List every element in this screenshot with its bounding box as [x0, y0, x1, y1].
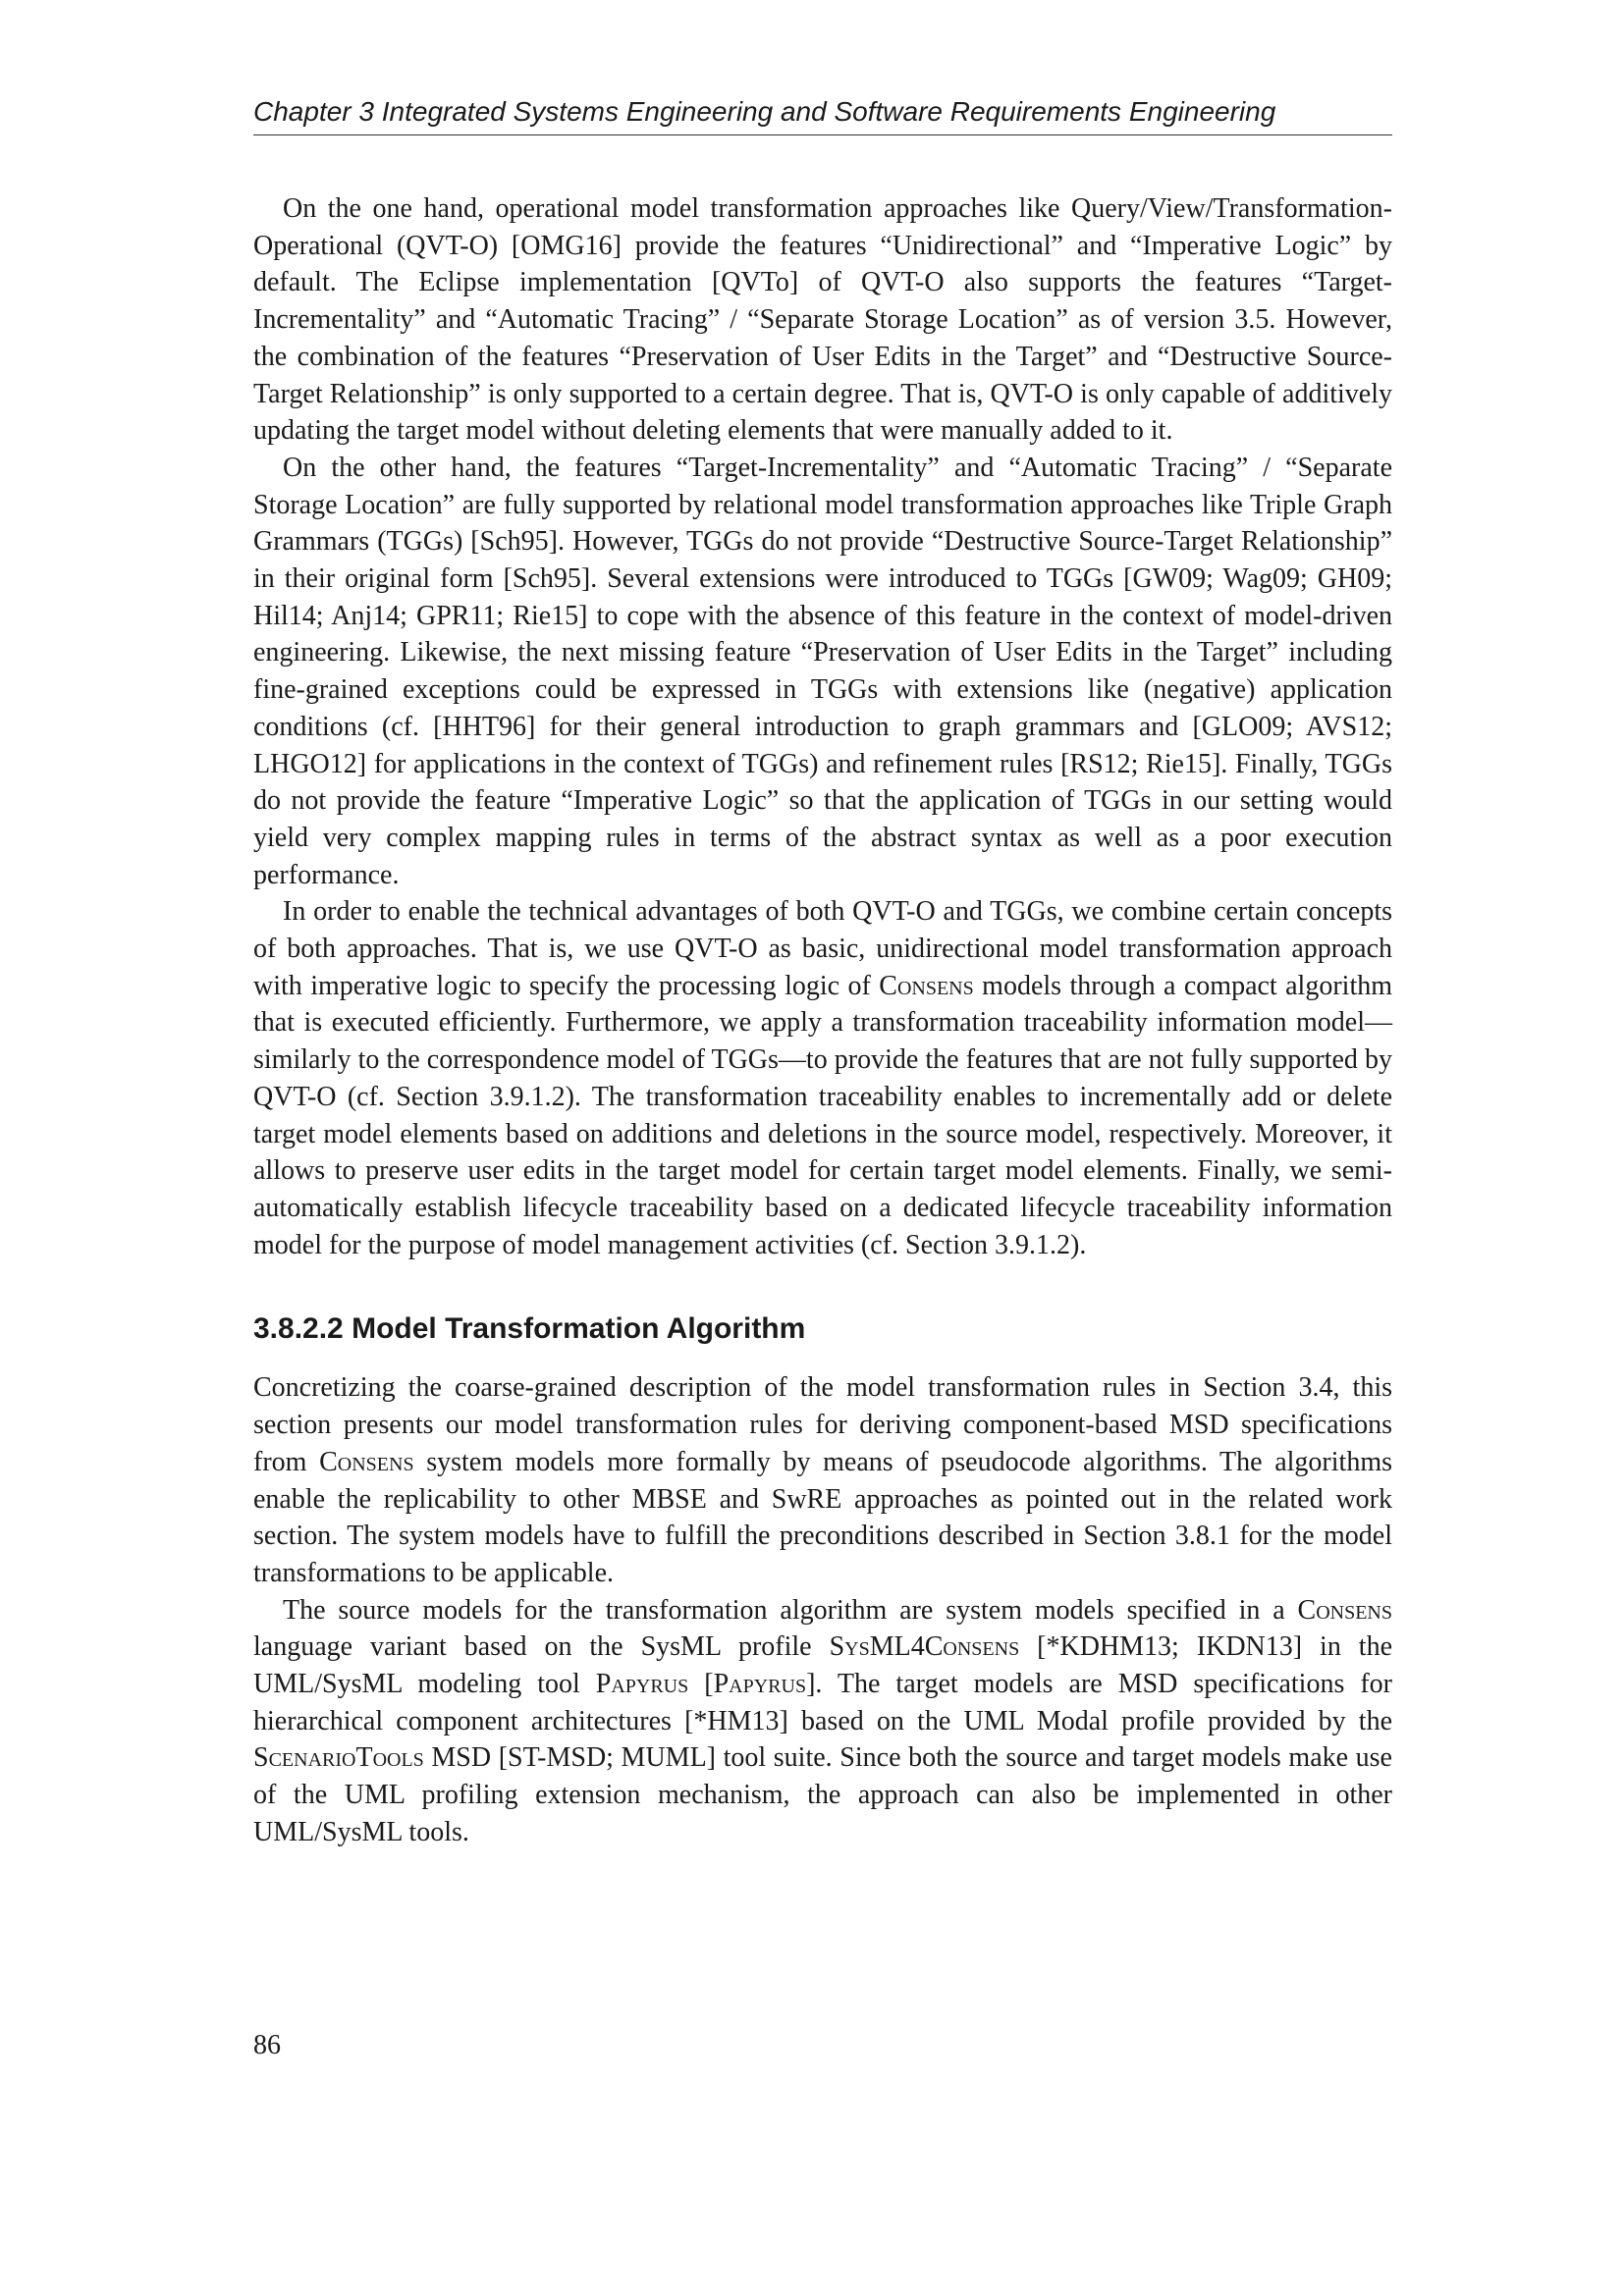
consens-name: Consens	[879, 970, 974, 1001]
text-run: In order to enable the technical advantages of both QVT-O and TGGs, we combine certain concepts of both approaches. That is, we use QVT-O as basic, unidirectional model transformation approach with imperative logic to specify the processing logic of	[253, 896, 1392, 1001]
text-run: Concretizing the coarse-grained description of the model transformation rules in Section 3.4, this section presents our model transformation rules for deriving component-based MSD specifications from	[253, 1372, 1392, 1477]
paragraph-source-target-models	[253, 1592, 1392, 1851]
paragraph-algorithm-intro	[253, 1369, 1392, 1591]
paragraph-combination	[253, 893, 1392, 1263]
papyrus-citation: Papyrus	[713, 1669, 807, 1700]
text-run: The source models for the transformation algorithm are system models specified in a	[283, 1594, 1298, 1626]
text-run: models through a compact algorithm that is executed efficiently. Furthermore, we apply a transformation traceability information model—similarly to the correspondence model of TGGs—to provide the features that are not fully supported by QVT-O (cf. Section 3.9.1.2). The transformation traceability enables to incrementally add or delete target model elements based on additions and deletions in the source model, respectively. Moreover, it allows to preserve user edits in the target model for certain target model elements. Finally, we semi-automatically establish lifecycle traceability based on a dedicated lifecycle traceability information model for the purpose of model management activities (cf. Section 3.9.1.2).	[253, 970, 1393, 1260]
consens-name: Consens	[1297, 1594, 1392, 1626]
consens-name: Consens	[319, 1446, 414, 1477]
section-heading: 3.8.2.2 Model Transformation Algorithm	[253, 1312, 806, 1346]
text-run: MSD [ST-MSD; MUML] tool suite. Since both the source and target models make use of the UML profiling extension mechanism, the approach can also be implemented in other UML/SysML tools.	[253, 1742, 1392, 1847]
papyrus-name: Papyrus	[595, 1669, 689, 1700]
body-text	[253, 190, 1392, 1851]
text-run: ]. The target models are MSD specifications for hierarchical component architectures [*HM13] based on the UML Modal profile provided by the	[253, 1669, 1392, 1736]
paragraph-qvt-o: On the one hand, operational model transformation approaches like Query/View/Transformation-Operational (QVT-O) [OMG16] provide the features “Unidirectional” and “Imperative Logic” by default. The Eclipse implementation [QVTo] of QVT-O also supports the features “Target-Incrementality” and “Automatic Tracing” / “Separate Storage Location” as of version 3.5. However, the combination of the features “Preservation of User Edits in the Target” and “Destructive Source-Target Relationship” is only supported to a certain degree. That is, QVT-O is only capable of additively updating the target model without deleting elements that were manually added to it.	[253, 193, 1392, 447]
scenariotools-name: ScenarioTools	[253, 1742, 424, 1774]
text-run: [	[688, 1669, 714, 1700]
header-rule	[253, 134, 1392, 135]
text-run: system models more formally by means of pseudocode algorithms. The algorithms enable the replicability to other MBSE and SwRE approaches as pointed out in the related work section. The system models have to fulfill the preconditions described in Section 3.8.1 for the model transformations to be applicable.	[253, 1446, 1392, 1588]
text-run: [*KDHM13; IKDN13] in the UML/SysML modeling tool	[253, 1631, 1392, 1700]
sysml4consens-name: SysML4Consens	[829, 1631, 1020, 1663]
paragraph-tggs: On the other hand, the features “Target-Incrementality” and “Automatic Tracing” / “Separate Storage Location” are fully supported by relational model transformation approaches like Triple Graph Grammars (TGGs) [Sch95]. However, TGGs do not provide “Destructive Source-Target Relationship” in their original form [Sch95]. Several extensions were introduced to TGGs [GW09; Wag09; GH09; Hil14; Anj14; GPR11; Rie15] to cope with the absence of this feature in the context of model-driven engineering. Likewise, the next missing feature “Preservation of User Edits in the Target” including fine-grained exceptions could be expressed in TGGs with extensions like (negative) application conditions (cf. [HHT96] for their general introduction to graph grammars and [GLO09; AVS12; LHGO12] for applications in the context of TGGs) and refinement rules [RS12; Rie15]. Finally, TGGs do not provide the feature “Imperative Logic” so that the application of TGGs in our setting would yield very complex mapping rules in terms of the abstract syntax as well as a poor execution performance.	[253, 452, 1392, 890]
document-page	[253, 0, 1392, 2296]
text-run: language variant based on the SysML profile	[253, 1631, 830, 1663]
running-header: Chapter 3 Integrated Systems Engineering and Software Requirements Engineering	[253, 96, 1276, 127]
page-number: 86	[253, 2030, 281, 2060]
